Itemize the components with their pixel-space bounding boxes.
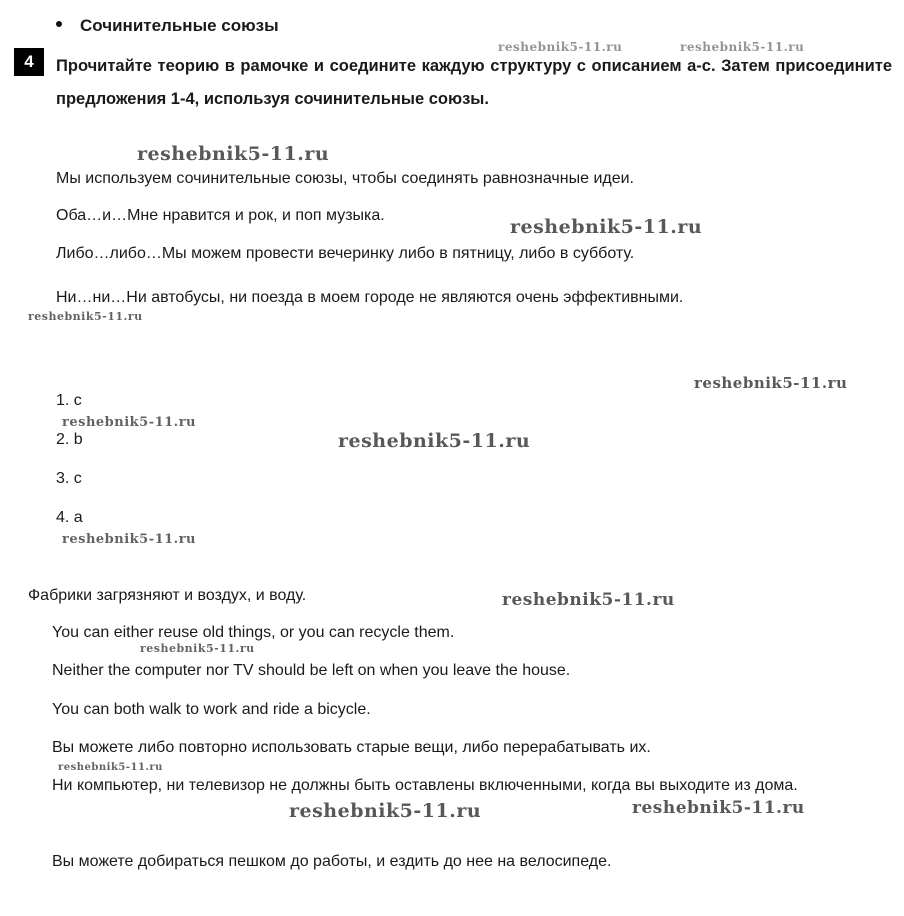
- sentence-line: Фабрики загрязняют и воздух, и воду.: [28, 587, 307, 604]
- theory-text: Мы используем сочинительные союзы, чтобы соединять равнозначные идеи.: [56, 170, 634, 187]
- example-both: Оба…и…Мне нравится и рок, и поп музыка.: [56, 207, 385, 224]
- watermark-text: reshebnik5-11.ru: [502, 590, 675, 610]
- watermark-text: reshebnik5-11.ru: [137, 143, 330, 165]
- sentence-line: Вы можете добираться пешком до работы, и ездить до нее на велосипеде.: [52, 853, 612, 870]
- example-either: Либо…либо…Мы можем провести вечеринку либо в пятницу, либо в субботу.: [56, 245, 635, 262]
- section-heading-label: Сочинительные союзы: [80, 16, 279, 35]
- watermark-text: reshebnik5-11.ru: [338, 430, 531, 452]
- sentence-line: Вы можете либо повторно использовать старые вещи, либо перерабатывать их.: [52, 739, 651, 756]
- watermark-text: reshebnik5-11.ru: [289, 800, 482, 822]
- watermark-text: reshebnik5-11.ru: [140, 642, 255, 655]
- sentence-line: You can both walk to work and ride a bicycle.: [52, 701, 371, 718]
- watermark-text: reshebnik5-11.ru: [694, 374, 848, 392]
- watermark-text: reshebnik5-11.ru: [510, 216, 703, 238]
- exercise-task-text: Прочитайте теорию в рамочке и соедините каждую структуру с описанием а-с. Затем присоедините предложения 1-4, используя сочинительные союзы.: [56, 57, 892, 108]
- watermark-text: reshebnik5-11.ru: [680, 40, 805, 54]
- answer-item: 4. a: [56, 509, 83, 526]
- watermark-text: reshebnik5-11.ru: [632, 798, 805, 818]
- answer-item: 2. b: [56, 431, 83, 448]
- watermark-text: reshebnik5-11.ru: [62, 532, 197, 547]
- bullet-icon: [56, 21, 62, 27]
- answer-list: [56, 392, 83, 548]
- sentence-line: Ни компьютер, ни телевизор не должны быть оставлены включенными, когда вы выходите из дома.: [52, 777, 798, 794]
- watermark-text: reshebnik5-11.ru: [28, 310, 143, 323]
- sentence-line: You can either reuse old things, or you can recycle them.: [52, 624, 455, 641]
- sentence-line: Neither the computer nor TV should be left on when you leave the house.: [52, 662, 571, 679]
- example-neither: Ни…ни…Ни автобусы, ни поезда в моем городе не являются очень эффективными.: [56, 289, 684, 306]
- answer-item: 3. c: [56, 470, 82, 487]
- section-heading: [56, 16, 279, 36]
- watermark-text: reshebnik5-11.ru: [58, 762, 163, 773]
- watermark-text: reshebnik5-11.ru: [498, 40, 623, 54]
- answer-item: 1. c: [56, 392, 82, 409]
- exercise-number-badge: 4: [14, 48, 44, 76]
- watermark-text: reshebnik5-11.ru: [62, 415, 197, 430]
